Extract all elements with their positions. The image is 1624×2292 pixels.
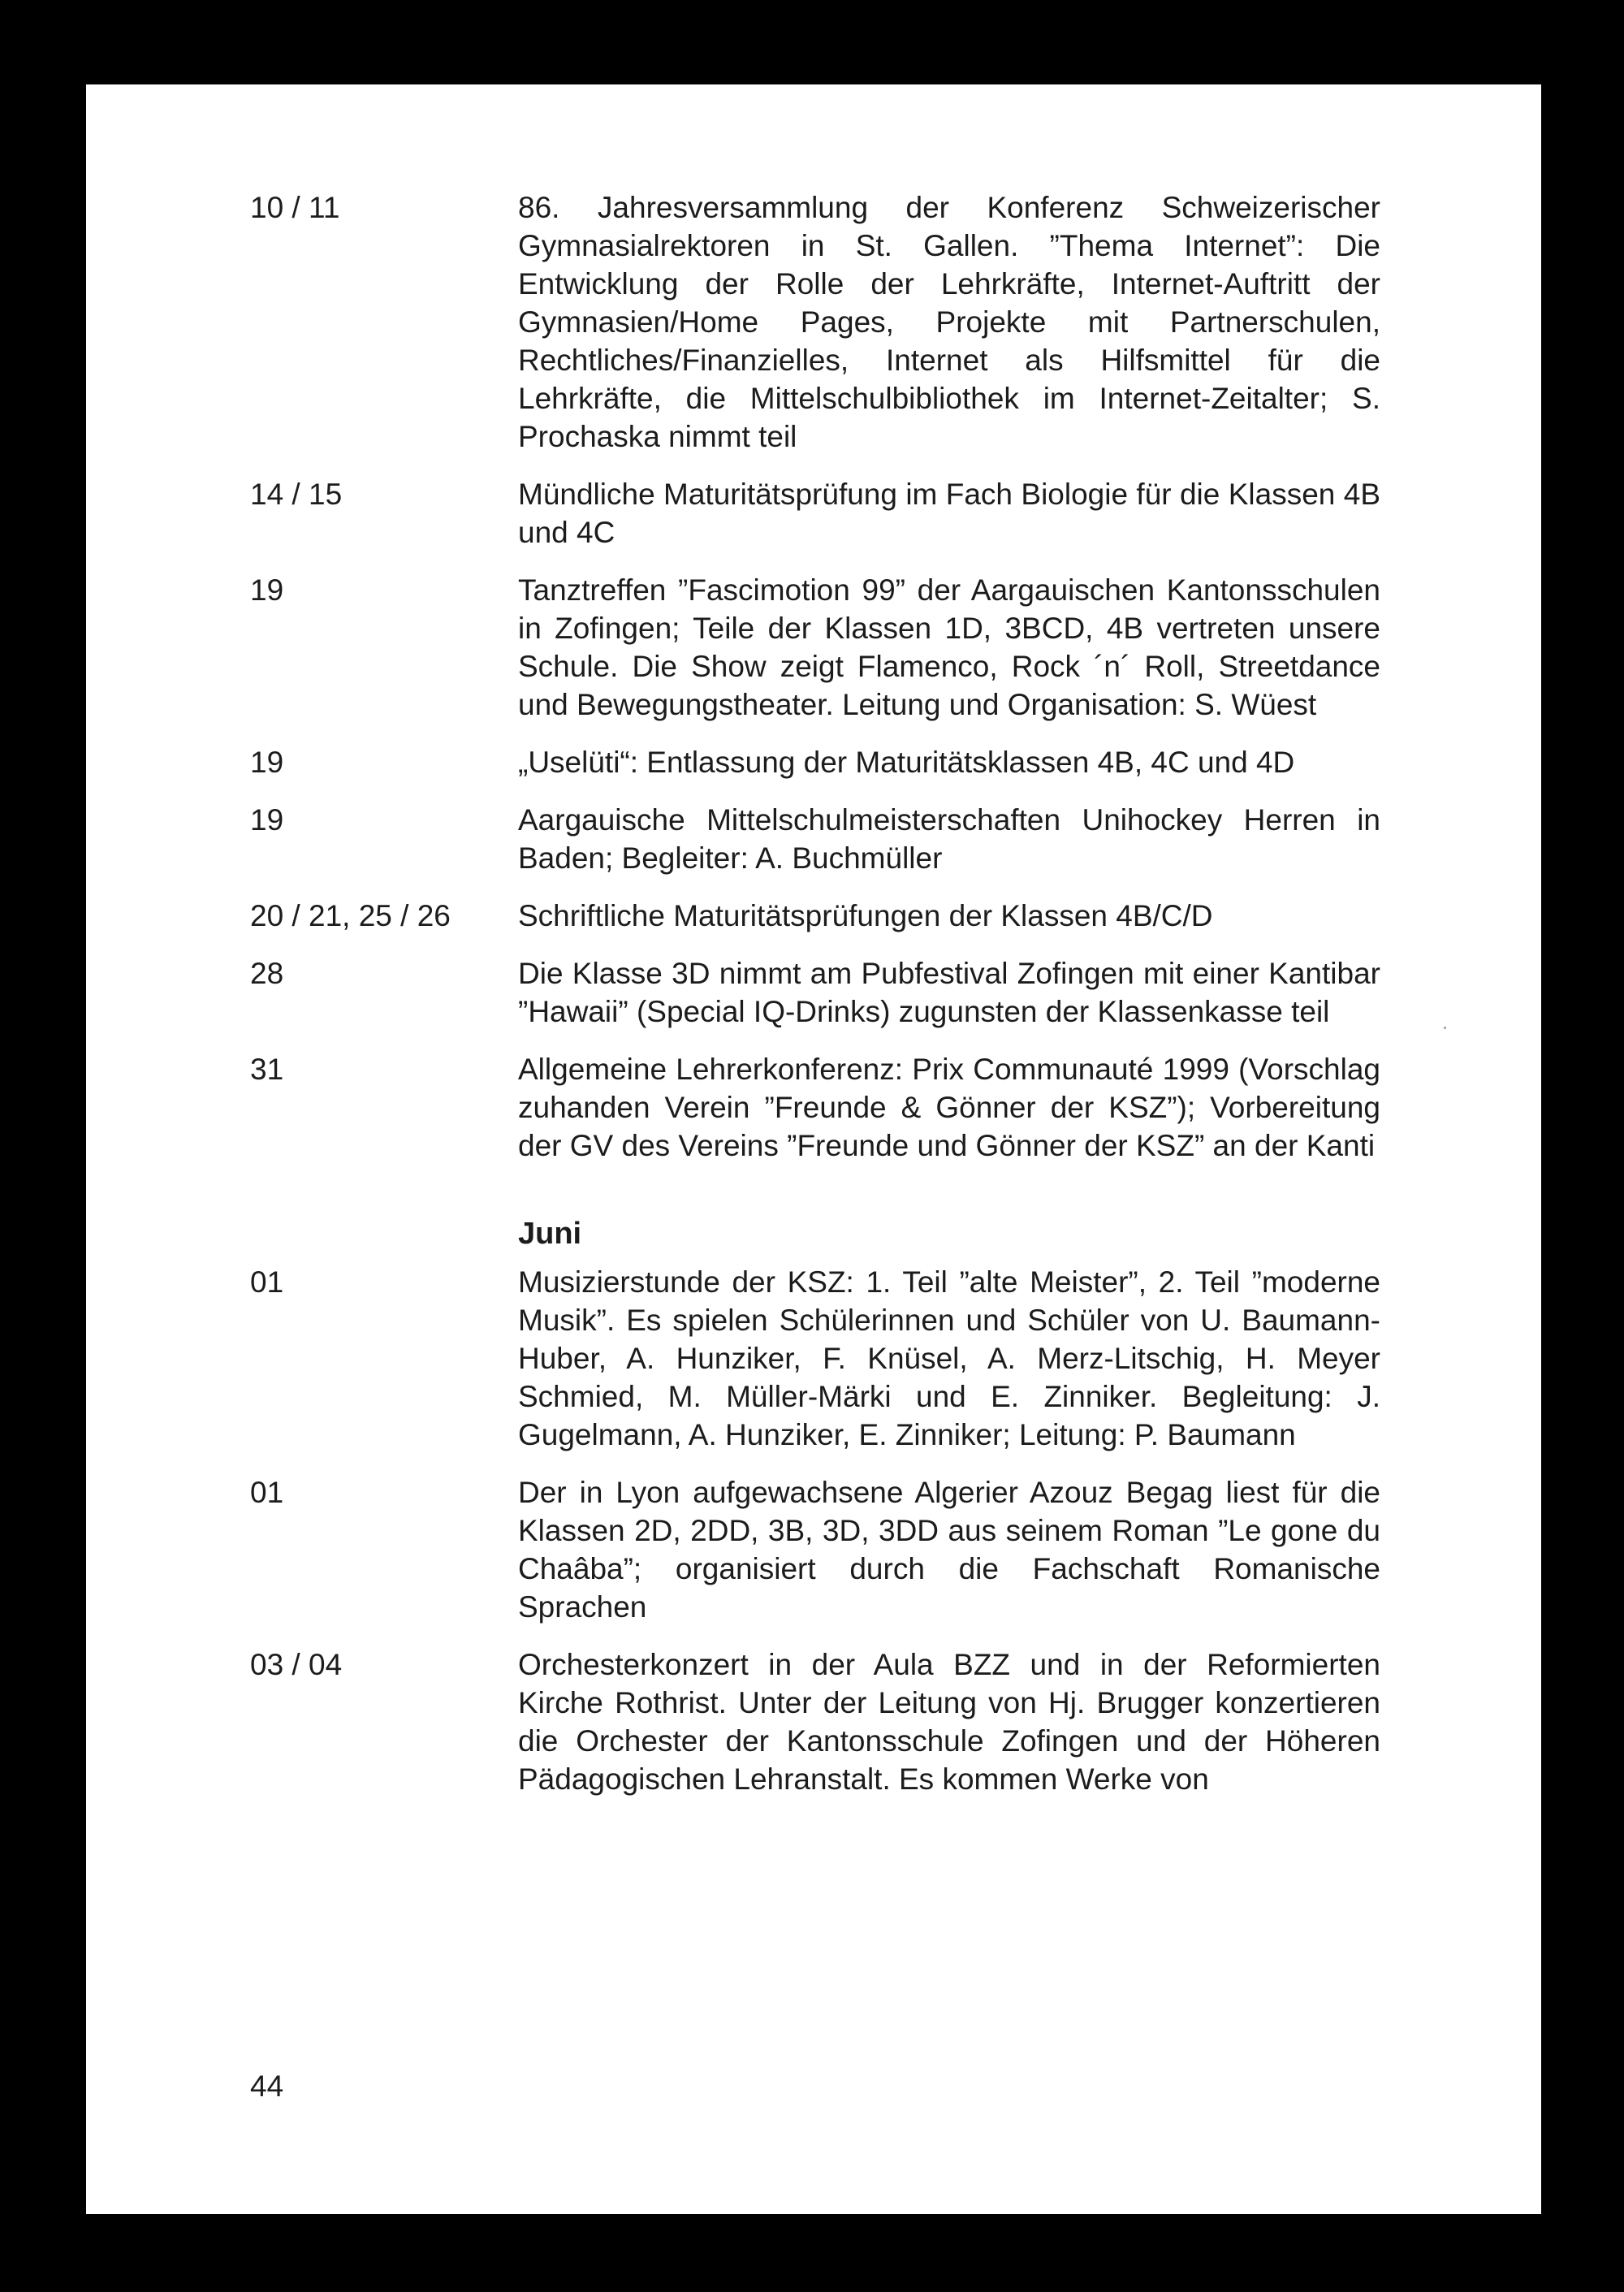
entry-date: 19 (250, 573, 284, 607)
entry-text: Tanztreffen ”Fascimotion 99” der Aargauischen Kantonsschulen in Zofingen; Teile der Klassen 1D, 3BCD, 4B vertreten unsere Schule. Die Show zeigt Flamenco, Rock ´n´ Roll, Streetdance und Bewegungstheater. Leitung und Organisation: S. Wüest (518, 573, 1380, 721)
chronicle-entry (250, 954, 1465, 1031)
entry-date: 03 / 04 (250, 1648, 343, 1681)
entry-date: 10 / 11 (250, 191, 340, 224)
month-heading: Juni (518, 1217, 582, 1251)
entry-text: „Uselüti“: Entlassung der Maturitätsklassen 4B, 4C und 4D (518, 746, 1295, 779)
entry-text: Die Klasse 3D nimmt am Pubfestival Zofingen mit einer Kantibar ”Hawaii” (Special IQ-Drinks) zugunsten der Klassenkasse teil (518, 957, 1380, 1028)
chronicle-entry (250, 897, 1465, 935)
chronicle-entry (250, 743, 1465, 781)
entry-date: 31 (250, 1053, 284, 1086)
entry-date: 28 (250, 957, 284, 990)
entry-text: Musizierstunde der KSZ: 1. Teil ”alte Meister”, 2. Teil ”moderne Musik”. Es spielen Schülerinnen und Schüler von U. Baumann-Huber, A. Hunziker, F. Knüsel, A. Merz-Litschig, H. Meyer Schmied, M. Müller-Märki und E. Zinniker. Begleitung: J. Gugelmann, A. Hunziker, E. Zinniker; Leitung: P. Baumann (518, 1265, 1380, 1451)
chronicle-entry (250, 1473, 1465, 1626)
entry-text: Allgemeine Lehrerkonferenz: Prix Communauté 1999 (Vorschlag zuhanden Verein ”Freunde & Gönner der KSZ”); Vorbereitung der GV des Vereins ”Freunde und Gönner der KSZ” an der Kanti (518, 1053, 1380, 1162)
chronicle-content (250, 188, 1465, 1818)
entry-text: Der in Lyon aufgewachsene Algerier Azouz Begag liest für die Klassen 2D, 2DD, 3B, 3D, 3DD aus seinem Roman ”Le gone du Chaâba”; organisiert durch die Fachschaft Romanische Sprachen (518, 1476, 1380, 1624)
entry-date: 20 / 21, 25 / 26 (250, 899, 451, 932)
chronicle-entry (250, 475, 1465, 551)
chronicle-entry (250, 188, 1465, 456)
entry-text: Schriftliche Maturitätsprüfungen der Klassen 4B/C/D (518, 899, 1213, 932)
chronicle-entry (250, 1263, 1465, 1454)
scan-speck (1444, 1027, 1446, 1029)
entry-date: 19 (250, 746, 284, 779)
entry-text: 86. Jahresversammlung der Konferenz Schweizerischer Gymnasialrektoren in St. Gallen. ”Thema Internet”: Die Entwicklung der Rolle der Lehrkräfte, Internet-Auftritt der Gymnasien/Home Pages, Projekte mit Partnerschulen, Rechtliches/Finanzielles, Internet als Hilfsmittel für die Lehrkräfte, die Mittelschulbibliothek im Internet-Zeitalter; S. Prochaska nimmt teil (518, 191, 1380, 453)
chronicle-entry (250, 1050, 1465, 1165)
page-number: 44 (250, 2069, 284, 2103)
entry-date: 01 (250, 1476, 284, 1509)
entry-date: 01 (250, 1265, 284, 1299)
entry-text: Aargauische Mittelschulmeisterschaften Unihockey Herren in Baden; Begleiter: A. Buchmüller (518, 803, 1380, 875)
entry-text: Mündliche Maturitätsprüfung im Fach Biologie für die Klassen 4B und 4C (518, 478, 1380, 549)
entry-date: 14 / 15 (250, 478, 343, 511)
entry-date: 19 (250, 803, 284, 837)
document-page (86, 84, 1541, 2214)
entry-text: Orchesterkonzert in der Aula BZZ und in der Reformierten Kirche Rothrist. Unter der Leitung von Hj. Brugger konzertieren die Orchester der Kantonsschule Zofingen und der Höheren Pädagogischen Lehranstalt. Es kommen Werke von (518, 1648, 1380, 1796)
chronicle-entry (250, 571, 1465, 724)
chronicle-entry (250, 801, 1465, 877)
chronicle-entry (250, 1645, 1465, 1798)
